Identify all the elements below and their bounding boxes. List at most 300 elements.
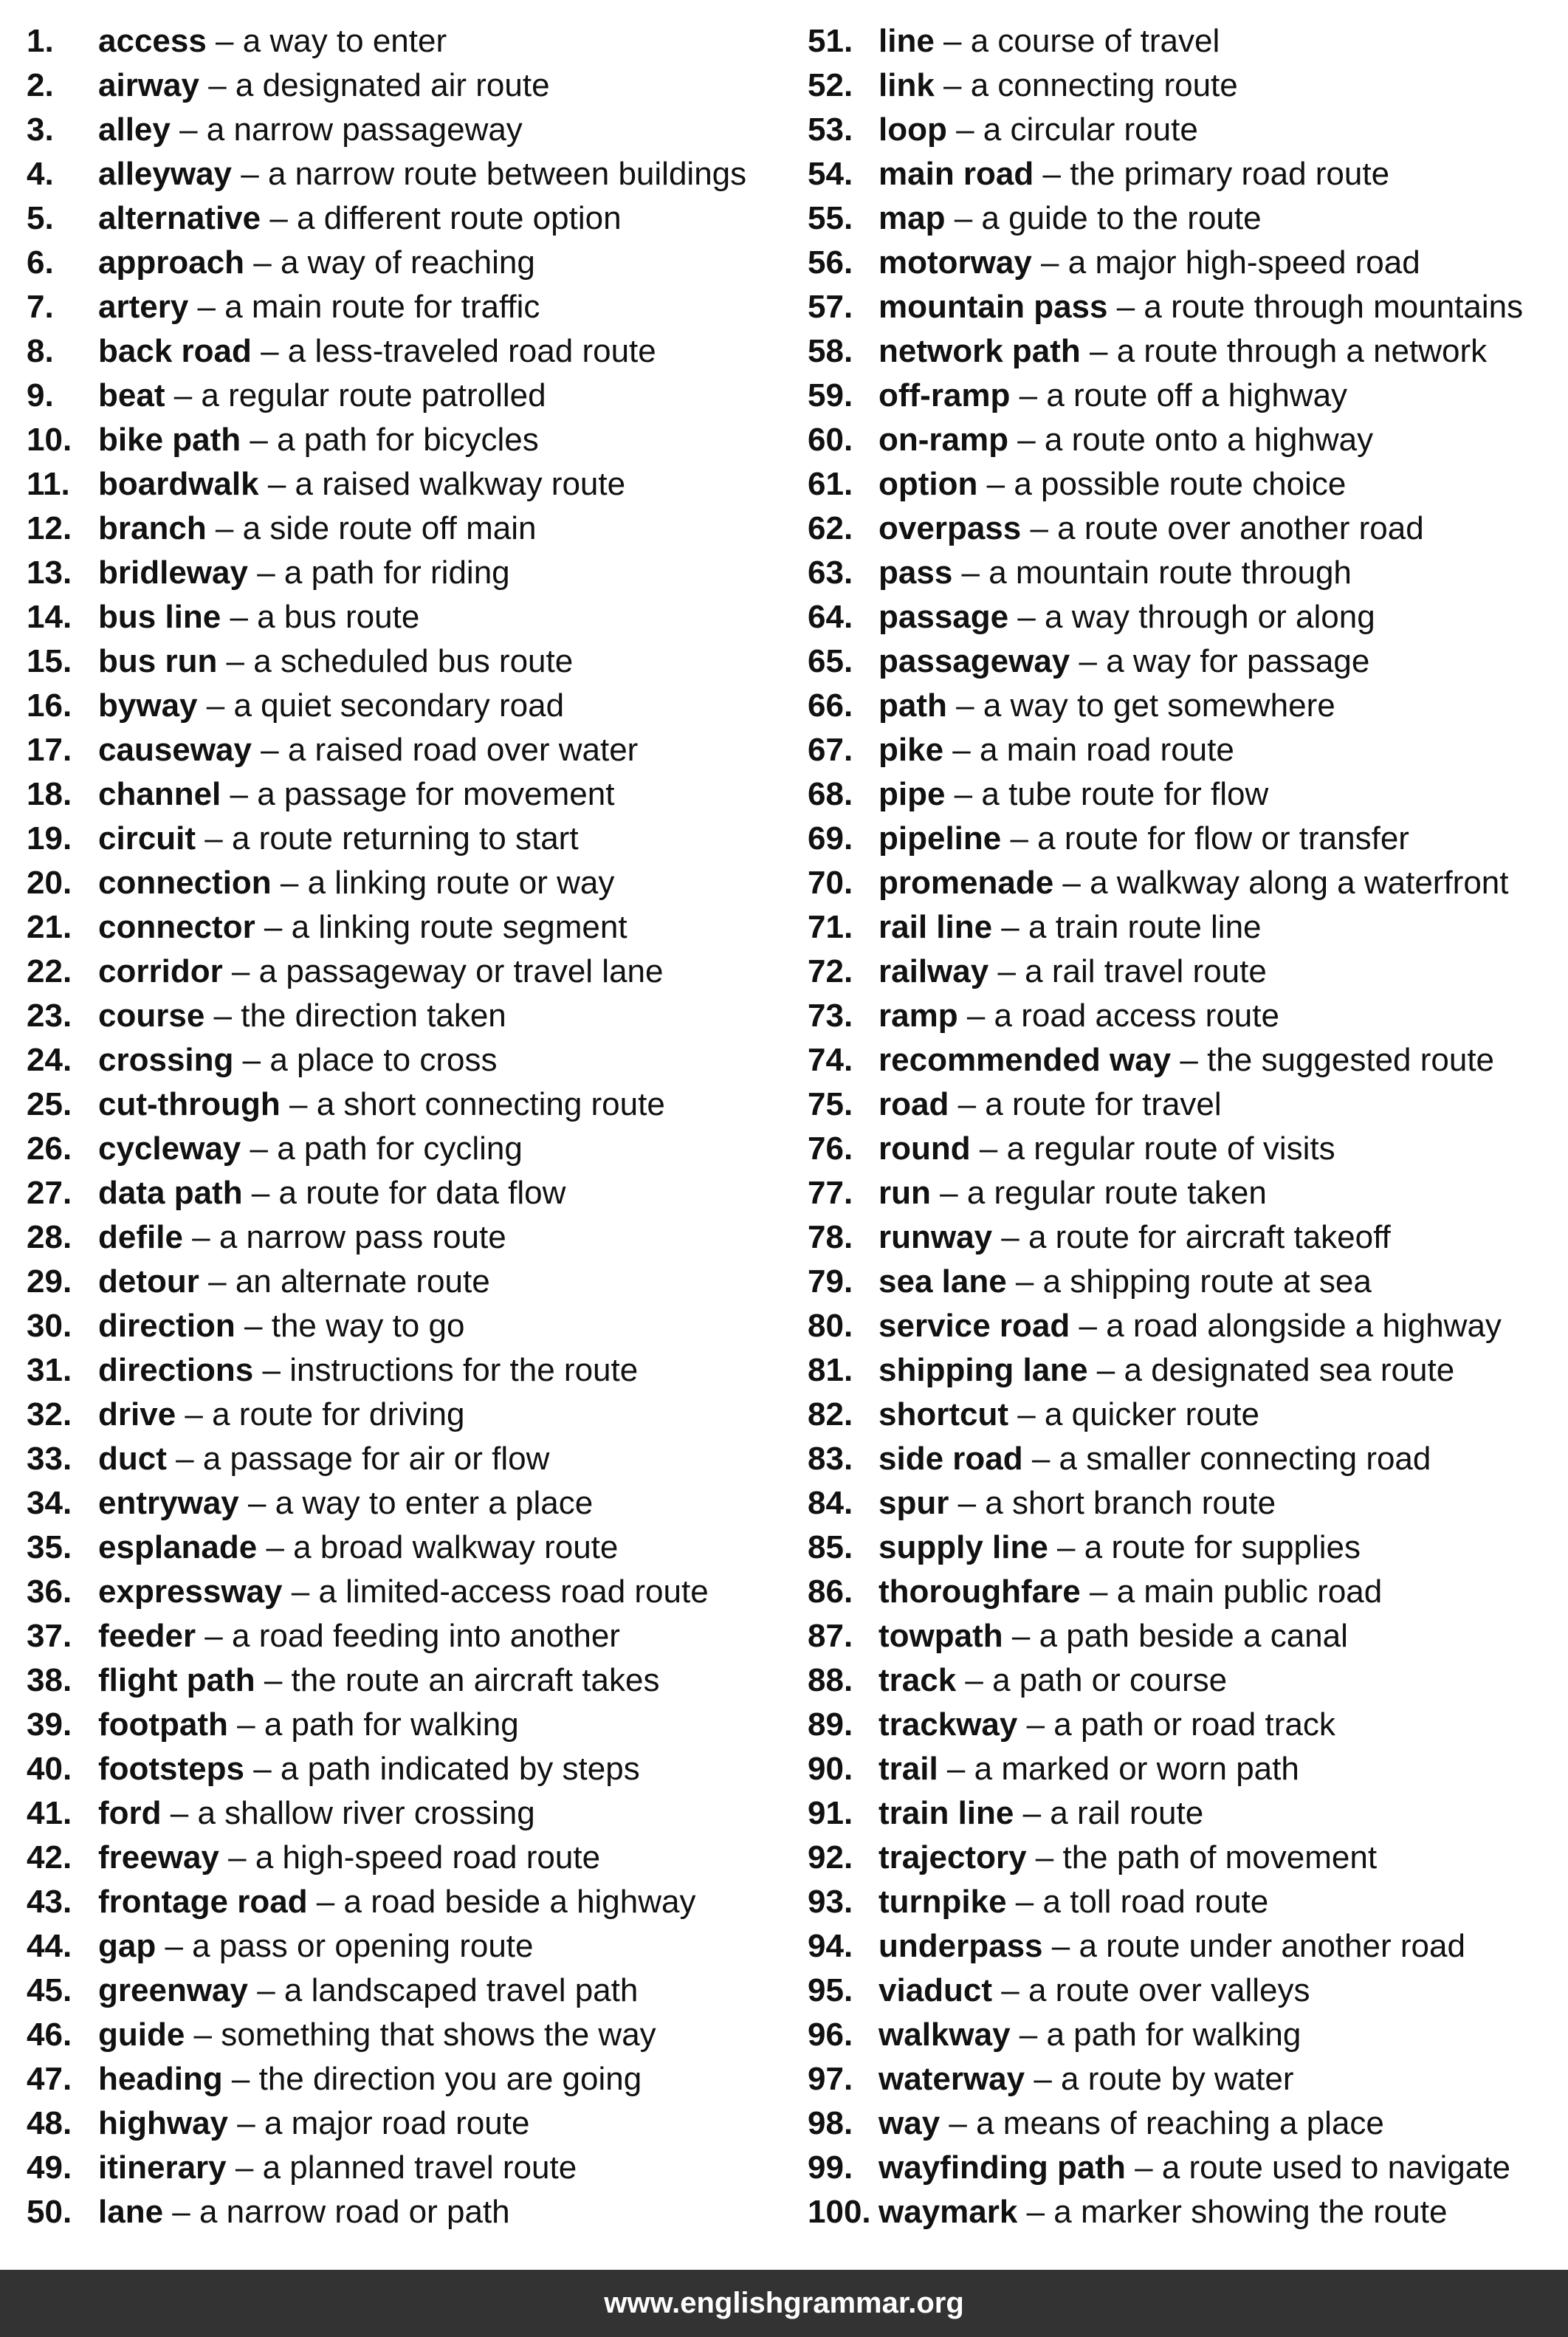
item-separator: – [199, 1263, 235, 1300]
item-definition: an alternate route [235, 1263, 490, 1300]
item-separator: – [227, 1706, 264, 1743]
item-entry [98, 1788, 535, 1833]
item-number: 25. [27, 1086, 72, 1122]
item-definition: a raised walkway route [295, 466, 626, 502]
item-separator: – [934, 23, 971, 59]
item-number: 50. [27, 2194, 72, 2230]
item-separator: – [206, 23, 243, 59]
item-definition: a train route line [1028, 909, 1262, 945]
item-separator: – [1070, 643, 1107, 679]
list-item [808, 2143, 1568, 2187]
item-number: 27. [27, 1175, 72, 1211]
item-separator: – [956, 1662, 993, 1698]
item-entry [98, 769, 614, 814]
item-number: 98. [808, 2105, 853, 2141]
item-term: duct [98, 1441, 167, 1477]
item-term: turnpike [878, 1884, 1007, 1920]
item-term: rail line [878, 909, 993, 945]
item-separator: – [1003, 1618, 1039, 1654]
item-term: off-ramp [878, 377, 1011, 413]
item-number: 33. [27, 1441, 72, 1477]
item-separator: – [161, 1795, 198, 1831]
item-term: waterway [878, 2061, 1025, 2097]
item-entry [98, 548, 510, 592]
item-number: 99. [808, 2149, 853, 2186]
list-item [27, 1700, 794, 1744]
item-definition: a course of travel [970, 23, 1220, 59]
item-definition: a route onto a highway [1044, 422, 1374, 458]
item-definition: a passage for air or flow [202, 1441, 550, 1477]
item-separator: – [977, 466, 1014, 502]
item-definition: a landscaped travel path [283, 1972, 639, 2008]
item-separator: – [255, 1662, 292, 1698]
item-definition: a high-speed road route [255, 1839, 601, 1876]
item-number: 22. [27, 953, 72, 989]
item-number: 85. [808, 1529, 853, 1565]
item-number: 94. [808, 1928, 853, 1964]
item-definition: a way to get somewhere [983, 687, 1335, 724]
item-entry [98, 105, 523, 149]
item-number: 9. [27, 377, 54, 413]
list-item [27, 2054, 794, 2099]
list-item [808, 592, 1568, 636]
item-definition: a designated air route [235, 67, 550, 103]
list-item [808, 1523, 1568, 1567]
item-separator: – [238, 1485, 275, 1521]
item-separator: – [1048, 1529, 1084, 1565]
item-separator: – [1031, 244, 1068, 281]
item-term: towpath [878, 1618, 1003, 1654]
item-separator: – [219, 1839, 255, 1876]
item-term: highway [98, 2105, 229, 2141]
item-entry [878, 1434, 1431, 1478]
item-definition: a tube route for flow [981, 776, 1269, 812]
item-entry [878, 282, 1523, 326]
item-entry [878, 2054, 1294, 2099]
item-entry [98, 61, 550, 105]
item-separator: – [1014, 1795, 1051, 1831]
item-definition: a path for walking [264, 1706, 519, 1743]
list-item [808, 1080, 1568, 1124]
item-definition: a route under another road [1079, 1928, 1465, 1964]
item-definition: a regular route patrolled [201, 377, 546, 413]
item-separator: – [934, 67, 971, 103]
item-separator: – [258, 466, 295, 502]
item-number: 34. [27, 1485, 72, 1521]
item-number: 47. [27, 2061, 72, 2097]
item-number: 70. [808, 865, 853, 901]
item-entry [878, 947, 1267, 991]
item-separator: – [1006, 1263, 1043, 1300]
item-entry [878, 1478, 1276, 1523]
item-number: 89. [808, 1706, 853, 1743]
item-number: 42. [27, 1839, 72, 1876]
item-term: heading [98, 2061, 223, 2097]
list-item [808, 1434, 1568, 1478]
item-separator: – [992, 1219, 1028, 1255]
item-term: causeway [98, 732, 252, 768]
item-entry [98, 1257, 490, 1301]
item-definition: the direction taken [241, 998, 506, 1034]
item-entry [98, 902, 627, 947]
item-number: 73. [808, 998, 853, 1034]
item-number: 32. [27, 1396, 72, 1432]
list-item [808, 1877, 1568, 1921]
item-definition: a pass or opening route [192, 1928, 534, 1964]
item-separator: – [244, 244, 281, 281]
list-item [27, 1345, 794, 1390]
item-separator: – [940, 2105, 977, 2141]
item-term: direction [98, 1308, 235, 1344]
list-item [808, 1035, 1568, 1080]
item-separator: – [1010, 377, 1047, 413]
item-definition: a side route off main [242, 510, 537, 546]
item-number: 44. [27, 1928, 72, 1964]
item-separator: – [1107, 289, 1144, 325]
item-term: pipe [878, 776, 946, 812]
list-item [27, 1877, 794, 1921]
item-separator: – [199, 67, 235, 103]
item-term: pipeline [878, 820, 1002, 857]
item-definition: the way to go [271, 1308, 465, 1344]
item-term: connection [98, 865, 272, 901]
item-separator: – [257, 1529, 294, 1565]
item-number: 92. [808, 1839, 853, 1876]
item-number: 64. [808, 599, 853, 635]
item-term: approach [98, 244, 245, 281]
item-entry [878, 1345, 1454, 1390]
item-separator: – [992, 909, 1028, 945]
item-separator: – [1025, 2061, 1062, 2097]
item-number: 29. [27, 1263, 72, 1300]
list-item [27, 2010, 794, 2054]
item-number: 11. [27, 466, 70, 502]
item-term: mountain pass [878, 289, 1108, 325]
item-definition: a path or road track [1053, 1706, 1335, 1743]
item-definition: a marker showing the route [1053, 2194, 1448, 2230]
item-number: 82. [808, 1396, 853, 1432]
item-entry [98, 725, 638, 769]
item-separator: – [1171, 1042, 1208, 1078]
item-separator: – [204, 998, 241, 1034]
item-separator: – [221, 599, 258, 635]
item-definition: a scheduled bus route [253, 643, 574, 679]
item-separator: – [196, 820, 232, 857]
item-term: esplanade [98, 1529, 258, 1565]
item-number: 17. [27, 732, 72, 768]
item-number: 87. [808, 1618, 853, 1654]
item-number: 97. [808, 2061, 853, 2097]
list-item [808, 61, 1568, 105]
item-separator: – [253, 1352, 290, 1388]
list-item [808, 1478, 1568, 1523]
list-item [27, 1478, 794, 1523]
item-definition: the route an aircraft takes [291, 1662, 660, 1698]
item-separator: – [197, 687, 234, 724]
item-separator: – [282, 1574, 319, 1610]
list-item [808, 1788, 1568, 1833]
item-term: freeway [98, 1839, 219, 1876]
item-term: gap [98, 1928, 157, 1964]
item-term: map [878, 200, 946, 236]
list-item [808, 1567, 1568, 1611]
list-item [27, 1655, 794, 1700]
item-separator: – [1080, 1574, 1117, 1610]
item-term: recommended way [878, 1042, 1172, 1078]
item-definition: a main public road [1116, 1574, 1383, 1610]
item-entry [878, 1080, 1222, 1124]
list-item [27, 2099, 794, 2143]
item-entry [98, 1345, 638, 1390]
item-definition: a walkway along a waterfront [1090, 865, 1509, 901]
item-definition: a major road route [264, 2105, 530, 2141]
item-definition: instructions for the route [289, 1352, 639, 1388]
item-entry [98, 238, 535, 282]
item-term: access [98, 23, 207, 59]
list-item [27, 1833, 794, 1877]
item-term: greenway [98, 1972, 248, 2008]
item-entry [98, 1080, 665, 1124]
list-item [808, 1744, 1568, 1788]
item-term: on-ramp [878, 422, 1008, 458]
item-separator: – [242, 1175, 279, 1211]
item-definition: a route over valleys [1028, 1972, 1310, 2008]
word-list-left-column [27, 16, 794, 2231]
item-separator: – [946, 111, 983, 148]
item-number: 86. [808, 1574, 853, 1610]
item-term: loop [878, 111, 947, 148]
item-entry [878, 2143, 1510, 2187]
list-item [808, 2010, 1568, 2054]
item-definition: a passage for movement [257, 776, 615, 812]
list-item [27, 636, 794, 681]
list-item [808, 1655, 1568, 1700]
item-entry [98, 415, 539, 459]
item-separator: – [165, 377, 202, 413]
item-definition: the suggested route [1207, 1042, 1495, 1078]
item-separator: – [280, 1086, 317, 1122]
item-term: trackway [878, 1706, 1018, 1743]
item-entry [878, 1168, 1267, 1212]
item-term: shortcut [878, 1396, 1008, 1432]
item-term: pike [878, 732, 944, 768]
item-separator: – [247, 1972, 284, 2008]
list-item [808, 1257, 1568, 1301]
list-item [27, 592, 794, 636]
item-number: 16. [27, 687, 72, 724]
item-number: 36. [27, 1574, 72, 1610]
list-item [808, 238, 1568, 282]
item-entry [878, 1035, 1494, 1080]
item-term: data path [98, 1175, 243, 1211]
item-number: 40. [27, 1751, 72, 1787]
list-item [27, 61, 794, 105]
list-item [27, 1301, 794, 1345]
item-separator: – [255, 909, 292, 945]
item-entry [878, 1833, 1377, 1877]
item-definition: a short branch route [985, 1485, 1276, 1521]
item-term: bus line [98, 599, 221, 635]
item-number: 58. [808, 333, 853, 369]
item-separator: – [1017, 2194, 1054, 2230]
item-number: 48. [27, 2105, 72, 2141]
item-entry [98, 1833, 600, 1877]
item-separator: – [938, 1751, 974, 1787]
item-definition: a main road route [979, 732, 1234, 768]
item-term: bridleway [98, 555, 248, 591]
item-number: 69. [808, 820, 853, 857]
item-definition: a way through or along [1045, 599, 1375, 635]
item-number: 55. [808, 200, 853, 236]
item-number: 81. [808, 1352, 853, 1388]
item-separator: – [949, 1086, 986, 1122]
item-separator: – [1022, 1441, 1059, 1477]
item-entry [878, 2187, 1447, 2231]
footer-website-url: www.englishgrammar.org [604, 2287, 964, 2319]
item-term: lane [98, 2194, 164, 2230]
item-separator: – [235, 1308, 272, 1344]
item-term: side road [878, 1441, 1023, 1477]
item-separator: – [952, 555, 989, 591]
item-separator: – [182, 1219, 219, 1255]
item-number: 95. [808, 1972, 853, 2008]
item-separator: – [992, 1972, 1028, 2008]
item-definition: a path for cycling [277, 1130, 523, 1167]
list-item [808, 902, 1568, 947]
item-term: overpass [878, 510, 1022, 546]
item-term: frontage road [98, 1884, 308, 1920]
item-entry [878, 193, 1262, 238]
item-entry [98, 282, 540, 326]
item-definition: the primary road route [1070, 156, 1390, 192]
list-item [808, 282, 1568, 326]
item-separator: – [185, 2017, 221, 2053]
list-item [808, 858, 1568, 902]
item-term: circuit [98, 820, 196, 857]
item-entry [98, 1168, 565, 1212]
item-entry [98, 149, 746, 193]
item-entry [878, 1523, 1361, 1567]
list-item [808, 1700, 1568, 1744]
item-definition: a regular route of visits [1006, 1130, 1335, 1167]
item-entry [98, 1523, 618, 1567]
item-separator: – [241, 1130, 278, 1167]
item-definition: a route used to navigate [1161, 2149, 1510, 2186]
item-definition: a road feeding into another [232, 1618, 620, 1654]
item-term: ford [98, 1795, 162, 1831]
item-number: 30. [27, 1308, 72, 1344]
list-item [27, 902, 794, 947]
item-entry [878, 1966, 1310, 2010]
list-item [808, 1124, 1568, 1168]
item-definition: a route over another road [1057, 510, 1424, 546]
list-item [27, 16, 794, 61]
item-definition: a shipping route at sea [1042, 1263, 1372, 1300]
item-number: 10. [27, 422, 72, 458]
item-entry [98, 371, 546, 415]
item-number: 60. [808, 422, 853, 458]
item-number: 37. [27, 1618, 72, 1654]
list-item [27, 1921, 794, 1966]
item-separator: – [166, 1441, 203, 1477]
item-separator: – [945, 776, 982, 812]
list-item [808, 149, 1568, 193]
item-number: 2. [27, 67, 54, 103]
item-number: 59. [808, 377, 853, 413]
item-term: track [878, 1662, 957, 1698]
item-term: directions [98, 1352, 254, 1388]
item-separator: – [930, 1175, 967, 1211]
list-item [808, 16, 1568, 61]
item-term: way [878, 2105, 941, 2141]
item-number: 54. [808, 156, 853, 192]
item-entry [98, 636, 573, 681]
item-number: 74. [808, 1042, 853, 1078]
item-separator: – [247, 555, 284, 591]
item-entry [98, 2010, 656, 2054]
item-entry [98, 1434, 549, 1478]
item-entry [98, 504, 537, 548]
item-term: passage [878, 599, 1009, 635]
item-separator: – [221, 776, 258, 812]
list-item [808, 105, 1568, 149]
item-number: 46. [27, 2017, 72, 2053]
item-entry [98, 193, 622, 238]
item-term: promenade [878, 865, 1054, 901]
item-number: 49. [27, 2149, 72, 2186]
item-term: walkway [878, 2017, 1011, 2053]
list-item [808, 504, 1568, 548]
item-definition: a path for bicycles [277, 422, 539, 458]
list-item [808, 725, 1568, 769]
item-term: alternative [98, 200, 261, 236]
item-definition: a regular route taken [966, 1175, 1267, 1211]
item-term: detour [98, 1263, 199, 1300]
item-term: flight path [98, 1662, 255, 1698]
item-term: run [878, 1175, 931, 1211]
item-entry [878, 858, 1509, 902]
item-entry [878, 238, 1420, 282]
item-entry [98, 2187, 510, 2231]
item-separator: – [251, 333, 288, 369]
item-term: thoroughfare [878, 1574, 1081, 1610]
item-definition: a way to enter [242, 23, 447, 59]
item-number: 18. [27, 776, 72, 812]
item-separator: – [244, 1751, 281, 1787]
item-entry [878, 636, 1369, 681]
item-entry [98, 947, 664, 991]
item-separator: – [1008, 599, 1045, 635]
item-definition: a circular route [983, 111, 1198, 148]
item-term: trail [878, 1751, 938, 1787]
item-entry [98, 858, 614, 902]
item-definition: a route through a network [1116, 333, 1488, 369]
list-item [27, 858, 794, 902]
item-term: cycleway [98, 1130, 241, 1167]
item-entry [878, 1390, 1259, 1434]
item-entry [878, 1301, 1502, 1345]
item-term: road [878, 1086, 949, 1122]
list-item [27, 548, 794, 592]
item-definition: a bus route [257, 599, 420, 635]
item-separator: – [1008, 1396, 1045, 1432]
item-separator: – [232, 156, 268, 192]
item-entry [878, 105, 1198, 149]
list-item [808, 326, 1568, 371]
item-number: 7. [27, 289, 54, 325]
item-term: branch [98, 510, 207, 546]
item-separator: – [943, 732, 980, 768]
